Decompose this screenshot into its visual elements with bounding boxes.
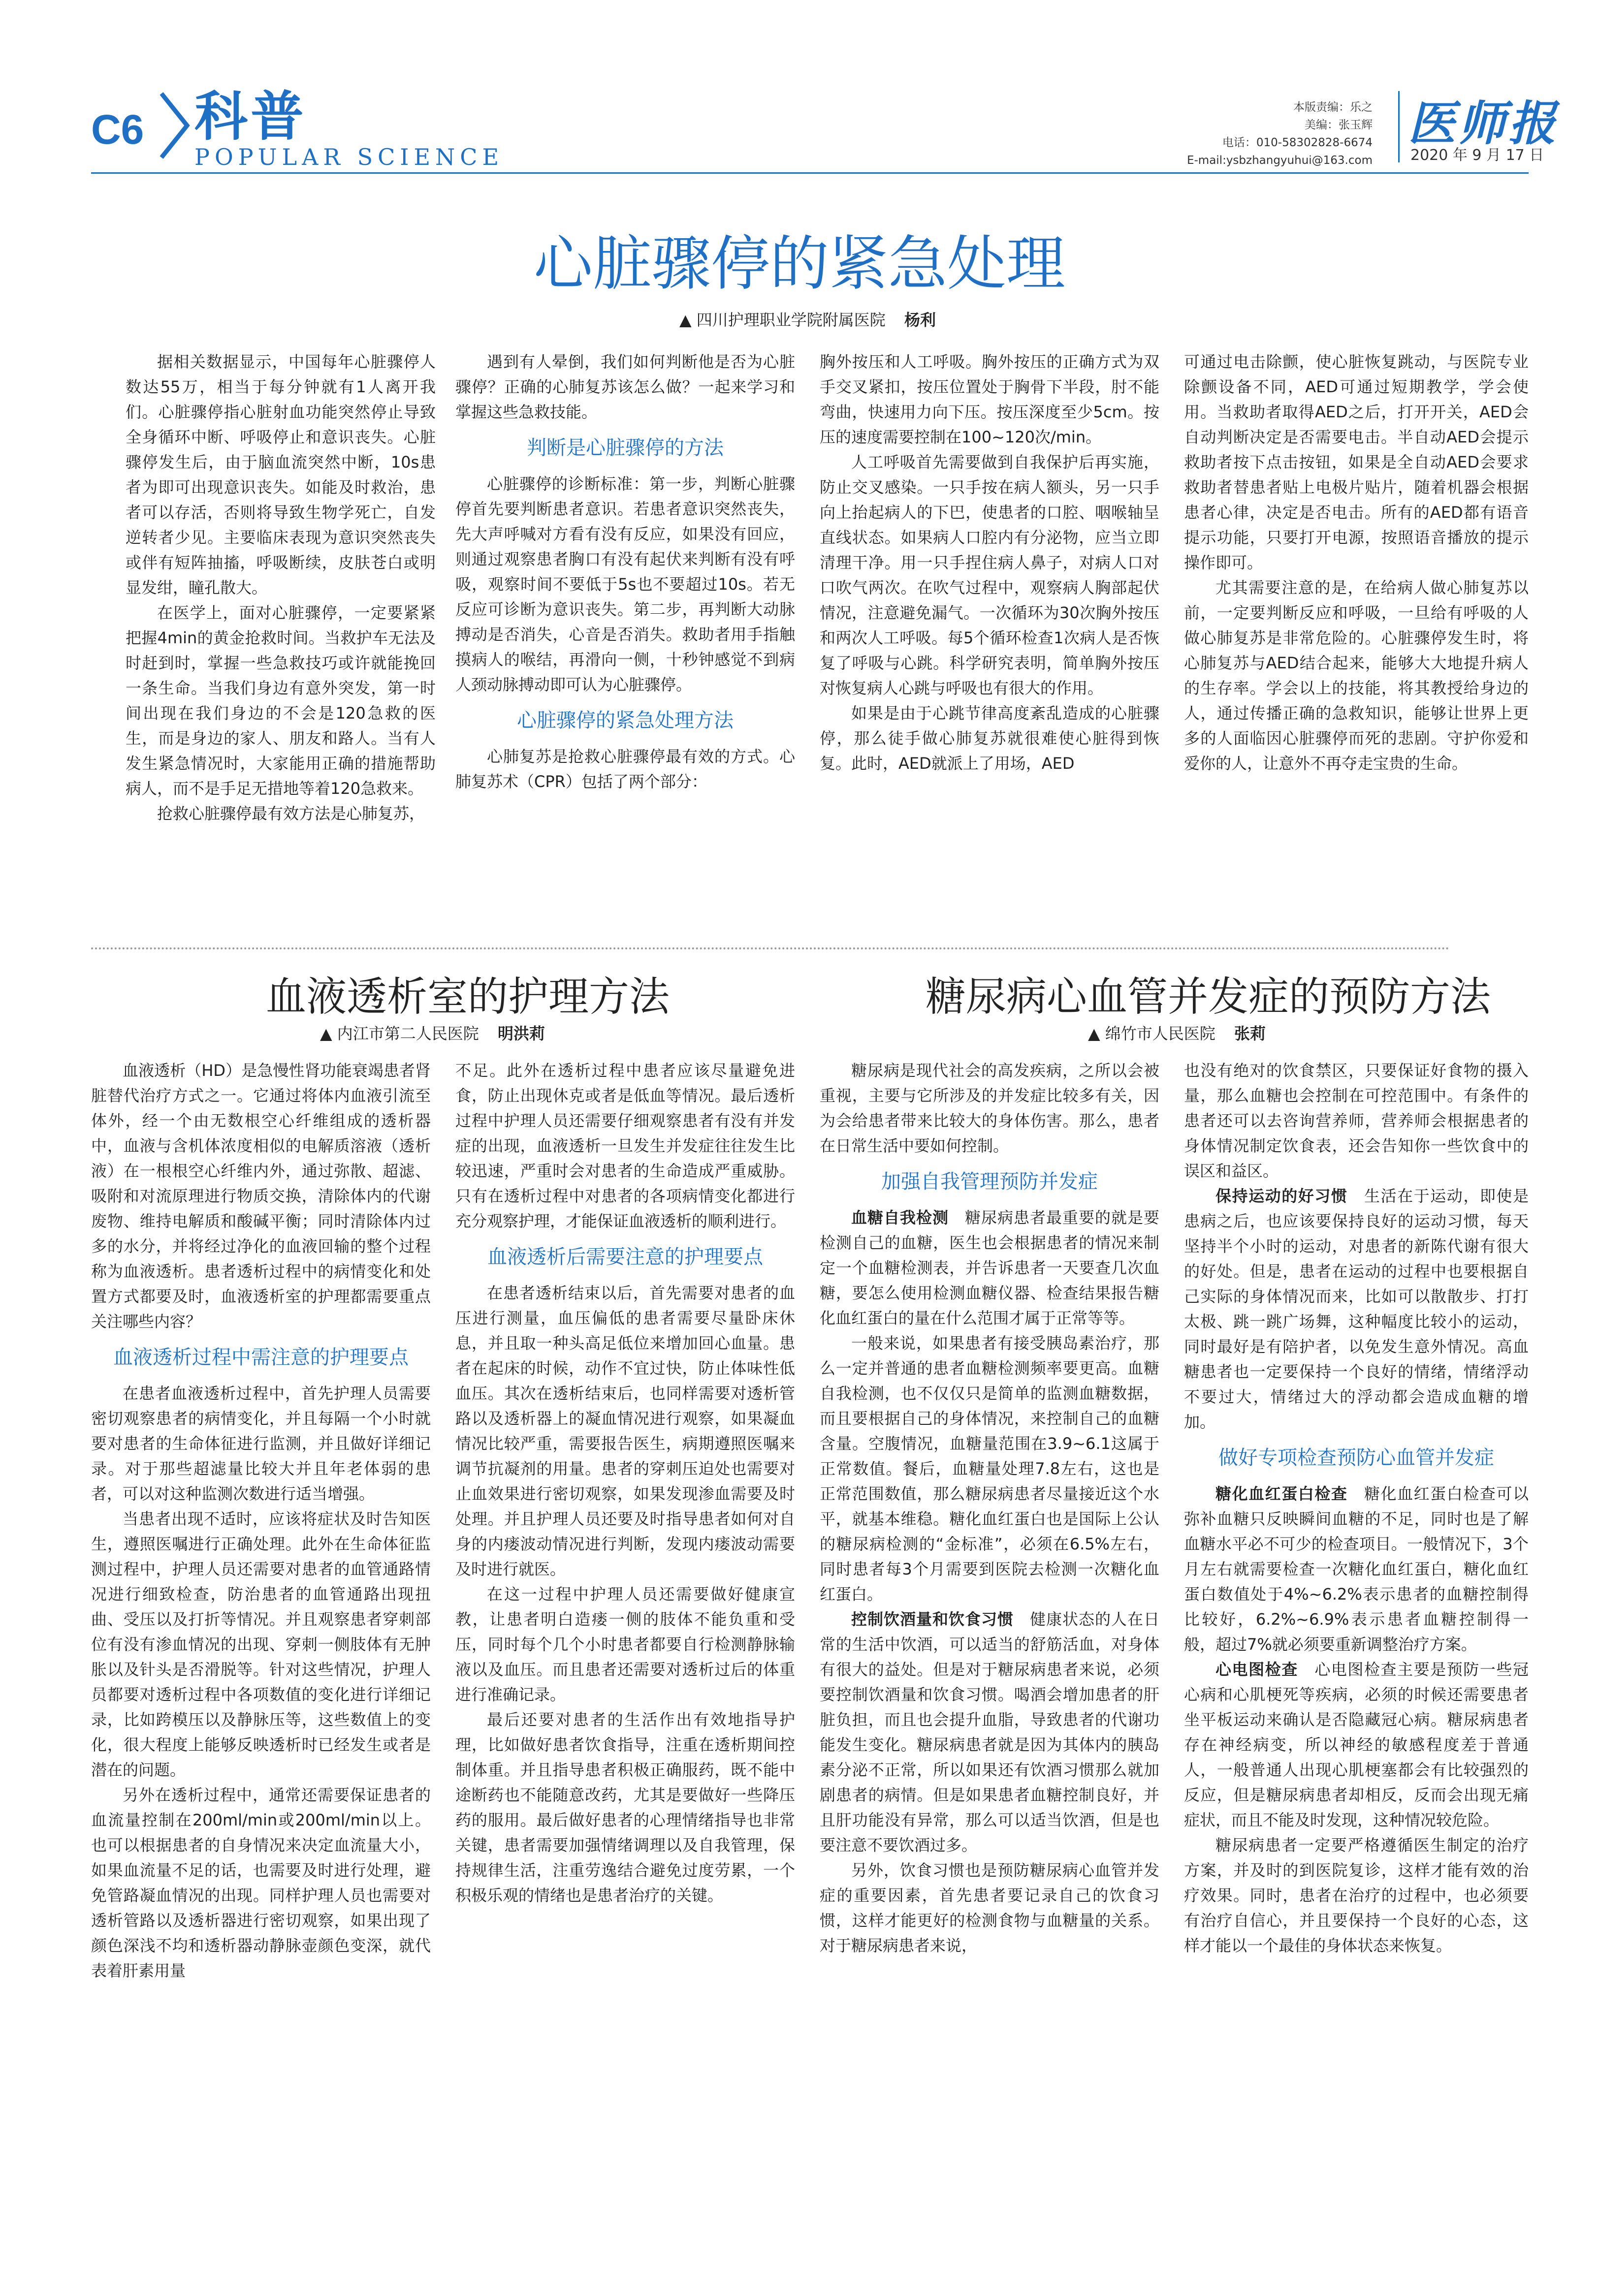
paragraph [1184,1184,1529,1435]
article-column [1184,349,1529,776]
paragraph-lead: 保持运动的好习惯 [1215,1187,1348,1205]
article-column [1184,1058,1529,1958]
paragraph-text: 糖尿病患者最重要的就是要检测自己的血糖，医生也会根据患者的情况来制定一个血糖检测表，并告诉患者一天要查几次血糖，要怎么使用检测血糖仪器、检查结果报告糖化血红蛋白的量在什么范围才属于正常等等。 [820,1208,1159,1327]
article-column [820,1058,1159,1958]
paragraph [1184,1481,1529,1657]
paragraph: 心肺复苏是抢救心脏骤停最有效的方式。心肺复苏术（CPR）包括了两个部分： [455,747,795,791]
paragraph: 在患者透析结束以后，首先需要对患者的血压进行测量，血压偏低的患者需要尽量卧床休息，并且取一种头高足低位来增加回心血量。患者在起床的时候，动作不宜过快，防止体味性低血压。其次在透析结束后，也同样需要对透析管路以及透析器上的凝血情况进行观察，如果凝血情况比较严重，需要报告医生，病期遵照医嘱来调节抗凝剂的用量。患者的穿刺压迫处也需要对止血效果进行密切观察，如果发现渗血需要及时处理。并且护理人员还要及时指导患者如何对自身的内瘘波动情况进行判断，发现内瘘波动需要及时进行就医。 [455,1284,795,1578]
byline-author: 杨利 [904,311,936,329]
paragraph: 另外，饮食习惯也是预防糖尿病心血管并发症的重要因素，首先患者要记录自己的饮食习惯，这样才能更好的检测食物与血糖量的关系。对于糖尿病患者来说， [820,1861,1159,1955]
paragraph: 遇到有人晕倒，我们如何判断他是否为心脏骤停？正确的心肺复苏该怎么做？一起来学习和掌握这些急救技能。 [455,352,795,421]
article-title: 血液透析室的护理方法 [266,974,670,1020]
paragraph: 在患者血液透析过程中，首先护理人员需要密切观察患者的病情变化，并且每隔一个小时就要对患者的生命体征进行监测，并且做好详细记录。对于那些超滤量比较大并且年老体弱的患者，可以对这种监测次数进行适当增强。 [91,1384,431,1503]
paragraph: 当患者出现不适时，应该将症状及时告知医生，遵照医嘱进行正确处理。此外在生命体征监测过程中，护理人员还需要对患者的血管通路情况进行细致检查，防治患者的血管通路出现扭曲、受压以及打折等情况。并且观察患者穿刺部位有没有渗血情况的出现、穿刺一侧肢体有无肿胀以及针头是否滑脱等。针对这些情况，护理人员都要对透析过程中各项数值的变化进行详细记录，比如跨模压以及静脉压等，这些数值上的变化，很大程度上能够反映透析时已经发生或者是潜在的问题。 [91,1510,431,1779]
paragraph [1184,1657,1529,1833]
paragraph: 心脏骤停的诊断标准：第一步，判断心脏骤停首先要判断患者意识。若患者意识突然丧失，先大声呼喊对方看有没有反应，如果没有回应，则通过观察患者胸口有没有起伏来判断有没有呼吸，观察时间不要低于5s也不要超过10s。若无反应可诊断为意识丧失。第二步，再判断大动脉搏动是否消失，心音是否消失。救助者用手指触摸病人的喉结，再滑向一侧，十秒钟感觉不到病人颈动脉搏动即可认为心脏骤停。 [455,474,795,694]
paragraph: 尤其需要注意的是，在给病人做心肺复苏以前，一定要判断反应和呼吸，一旦给有呼吸的人做心肺复苏是非常危险的。心脏骤停发生时，将心肺复苏与AED结合起来，能够大大地提升病人的生存率。学会以上的技能，将其教授给身边的人，通过传播正确的急救知识，能够让世界上更多的人面临因心脏骤停而死的悲剧。守护你爱和爱你的人，让意外不再夺走宝贵的生命。 [1184,578,1529,773]
byline-author: 张莉 [1234,1024,1266,1043]
paragraph: 也没有绝对的饮食禁区，只要保证好食物的摄入量，那么血糖也会控制在可控范围中。有条件的患者还可以去咨询营养师，营养师会根据患者的身体情况制定饮食表，还会告知你一些饮食中的误区和益区。 [1184,1061,1529,1180]
paragraph: 人工呼吸首先需要做到自我保护后再实施，防止交叉感染。一只手按在病人额头，另一只手向上抬起病人的下巴，使患者的口腔、咽喉轴呈直线状态。如果病人口腔内有分泌物，应当立即清理干净。用一只手捏住病人鼻子，对病人口对口吹气两次。在吹气过程中，观察病人胸部起伏情况，注意避免漏气。一次循环为30次胸外按压和两次人工呼吸。每5个循环检查1次病人是否恢复了呼吸与心跳。科学研究表明，简单胸外按压对恢复病人心跳与呼吸也有很大的作用。 [820,453,1159,697]
section-subtitle: POPULAR SCIENCE [194,144,504,170]
phone-line: 电话：010-58302828-6674 [1222,136,1373,149]
paragraph [820,1205,1159,1331]
section-heading: 血液透析过程中需注意的护理要点 [113,1346,409,1369]
article-column [455,1058,795,1908]
paragraph: 在医学上，面对心脏骤停，一定要紧紧把握4min的黄金抢救时间。当救护车无法及时赶到时，掌握一些急救技巧或许就能挽回一条生命。当我们身边有意外突发，第一时间出现在我们身边的不会是120急救的医生，而是身边的家人、朋友和路人。当有人发生紧急情况时，大家能用正确的措施帮助病人，而不是手足无措地等着120急救来。 [126,603,436,798]
article-column [126,349,436,826]
article-column [91,1058,431,1983]
paragraph-lead: 血糖自我检测 [851,1208,949,1227]
article-column [455,349,795,794]
section-heading: 做好专项检查预防心血管并发症 [1218,1447,1494,1469]
article-column [820,349,1159,776]
designer-line: 美编：张玉辉 [1305,119,1373,131]
email-line: E-mail:ysbzhangyuhui@163.com [1186,154,1373,167]
page-number: C6 [91,106,144,153]
article-title: 糖尿病心血管并发症的预防方法 [926,974,1491,1020]
section-title: 科普 [194,86,307,148]
paragraph: 在这一过程中护理人员还需要做好健康宣教，让患者明白造瘘一侧的肢体不能负重和受压，同时每个几个小时患者都要自行检测静脉输液以及血压。而且患者还需要对透析过后的体重进行准确记录。 [455,1585,795,1704]
paragraph-lead: 糖化血红蛋白检查 [1215,1484,1348,1503]
article-byline [1088,1021,1266,1044]
paragraph: 如果是由于心跳节律高度紊乱造成的心脏骤停，那么徒手做心肺复苏就很难使心脏得到恢复。此时，AED就派上了用场，AED [820,704,1159,773]
byline-org: ▲ 四川护理职业学院附属医院 [679,311,886,329]
article-byline [679,308,936,330]
paragraph [820,1607,1159,1858]
header-divider [1398,91,1400,162]
paragraph: 胸外按压和人工呼吸。胸外按压的正确方式为双手交叉紧扣，按压位置处于胸骨下半段，肘不能弯曲，快速用力向下压。按压深度至少5cm。按压的速度需要控制在100~120次/min。 [820,352,1159,446]
masthead-logo: 医师报 [1408,95,1559,151]
paragraph-lead: 控制饮酒量和饮食习惯 [851,1610,1014,1629]
byline-org: ▲ 绵竹市人民医院 [1088,1024,1215,1043]
section-divider [91,947,1450,949]
editor-line: 本版责编：乐之 [1293,101,1373,114]
paragraph-lead: 心电图检查 [1215,1660,1298,1679]
section-heading: 加强自我管理预防并发症 [881,1170,1098,1193]
paragraph: 最后还要对患者的生活作出有效地指导护理，比如做好患者饮食指导，注重在透析期间控制体重。并且指导患者积极正确服药，既不能中途断药也不能随意改药，尤其是要做好一些降压药的服用。最后做好患者的心理情绪指导也非常关键，患者需要加强情绪调理以及自我管理，保持规律生活，注重劳逸结合避免过度劳累，一个积极乐观的情绪也是患者治疗的关键。 [455,1710,795,1905]
paragraph-text: 糖化血红蛋白检查可以弥补血糖只反映瞬间血糖的不足，同时也是了解血糖水平必不可少的检查项目。一般情况下，3个月左右就需要检查一次糖化血红蛋白，糖化血红蛋白数值处于4%~6.2%表示患者的血糖控制得比较好，6.2%~6.9%表示患者血糖控制得一般，超过7%就必须要重新调整治疗方案。 [1184,1484,1529,1654]
paragraph: 不足。此外在透析过程中患者应该尽量避免进食，防止出现休克或者是低血等情况。最后透析过程中护理人员还需要仔细观察患者有没有并发症的出现，血液透析一旦发生并发症往往发生比较迅速，严重时会对患者的生命造成严重威胁。只有在透析过程中对患者的各项病情变化都进行充分观察护理，才能保证血液透析的顺利进行。 [455,1061,795,1230]
paragraph: 糖尿病是现代社会的高发疾病，之所以会被重视，主要与它所涉及的并发症比较多有关，因为会给患者带来比较大的身体伤害。那么，患者在日常生活中要如何控制。 [820,1061,1159,1155]
paragraph-text: 生活在于运动，即使是患病之后，也应该要保持良好的运动习惯，每天坚持半个小时的运动，对患者的新陈代谢有很大的好处。但是，患者在运动的过程中也要根据自己实际的身体情况而来，比如可以散散步、打打太极、跳一跳广场舞，这种幅度比较小的运动，同时最好是有陪护者，以免发生意外情况。高血糖患者也一定要保持一个良好的情绪，情绪浮动不要过大，情绪过大的浮动都会造成血糖的增加。 [1184,1187,1529,1431]
byline-author: 明洪莉 [497,1024,545,1043]
section-heading: 心脏骤停的紧急处理方法 [517,709,734,732]
paragraph-text: 心电图检查主要是预防一些冠心病和心肌梗死等疾病，必须的时候还需要患者坐平板运动来确认是否隐藏冠心病。糖尿病患者存在神经病变，所以神经的敏感程度差于普通人，一般普通人出现心肌梗塞都会有比较强烈的反应，但是糖尿病患者却相反，反而会出现无痛症状，而且不能及时发现，这种情况较危险。 [1184,1660,1529,1829]
paragraph-text: 健康状态的人在日常的生活中饮酒，可以适当的舒筋活血，对身体有很大的益处。但是对于糖尿病患者来说，必须要控制饮酒量和饮食习惯。喝酒会增加患者的肝脏负担，而且也会提升血脂，导致患者的代谢功能发生变化。糖尿病患者就是因为其体内的胰岛素分泌不正常，所以如果还有饮酒习惯那么就加剧患者的病情。但是如果患者血糖控制良好，并且肝功能没有异常，那么可以适当饮酒，但是也要注意不要饮酒过多。 [820,1610,1159,1855]
paragraph: 抢救心脏骤停最有效方法是心肺复苏， [157,804,425,823]
paragraph: 可通过电击除颤，使心脏恢复跳动，与医院专业除颤设备不同，AED可通过短期教学，学会使用。当救助者取得AED之后，打开开关，AED会自动判断决定是否需要电击。半自动AED会提示救助者按下点击按钮，如果是全自动AED会要求救助者替患者贴上电极片贴片，随着机器会根据患者心律，决定是否电击。所有的AED都有语音提示功能，只要打开电源，按照语音播放的提示操作即可。 [1184,352,1529,572]
paragraph: 一般来说，如果患者有接受胰岛素治疗，那么一定并普通的患者血糖检测频率要更高。血糖自我检测，也不仅仅只是简单的监测血糖数据，而且要根据自己的身体情况，来控制自己的血糖含量。空腹情况，血糖量范围在3.9~6.1这属于正常数值。餐后，血糖量处理7.8左右，这也是正常范围数值，那么糖尿病患者尽量接近这个水平，就基本维稳。糖化血红蛋白也是国际上公认的糖尿病检测的“金标准”，必须在6.5%左右，同时患者每3个月需要到医院去检测一次糖化血红蛋白。 [820,1334,1159,1604]
editor-info [1057,98,1373,169]
issue-date: 2020 年 9 月 17 日 [1410,147,1544,164]
paragraph: 另外在透析过程中，通常还需要保证患者的血流量控制在200ml/min或200ml/min以上。也可以根据患者的自身情况来决定血流量大小，如果血流量不足的话，也需要及时进行处理，避免管路凝血情况的出现。同样护理人员也需要对透析管路以及透析器进行密切观察，如果出现了颜色深浅不均和透析器动静脉壶颜色变深，就代表着肝素用量 [91,1786,431,1980]
paragraph: 糖尿病患者一定要严格遵循医生制定的治疗方案，并及时的到医院复诊，这样才能有效的治疗效果。同时，患者在治疗的过程中，也必须要有治疗自信心，并且要保持一个良好的心态，这样才能以一个最佳的身体状态来恢复。 [1184,1836,1529,1955]
chevron-right-icon [158,89,192,162]
byline-org: ▲ 内江市第二人民医院 [320,1024,479,1043]
header-rule [91,172,1529,174]
paragraph: 据相关数据显示，中国每年心脏骤停人数达55万，相当于每分钟就有1人离开我们。心脏骤停指心脏射血功能突然停止导致全身循环中断、呼吸停止和意识丧失。心脏骤停发生后，由于脑血流突然中断，10s患者为即可出现意识丧失。如能及时救治，患者可以存活，否则将导致生物学死亡，自发逆转者少见。主要临床表现为意识突然丧失或伴有短阵抽搐，呼吸断续，皮肤苍白或明显发绀，瞳孔散大。 [126,352,436,597]
section-heading: 血液透析后需要注意的护理要点 [487,1246,763,1268]
section-heading: 判断是心脏骤停的方法 [527,437,724,459]
paragraph: 血液透析（HD）是急慢性肾功能衰竭患者肾脏替代治疗方式之一。它通过将体内血液引流至体外，经一个由无数根空心纤维组成的透析器中，血液与含机体浓度相似的电解质溶液（透析液）在一根根空心纤维内外，通过弥散、超滤、吸附和对流原理进行物质交换，清除体内的代谢废物、维持电解质和酸碱平衡；同时清除体内过多的水分，并将经过净化的血液回输的整个过程称为血液透析。患者透析过程中的病情变化和处置方式都要及时，血液透析室的护理都需要重点关注哪些内容？ [91,1061,431,1331]
article-byline [320,1021,545,1044]
article-title: 心脏骤停的紧急处理 [534,230,1065,298]
